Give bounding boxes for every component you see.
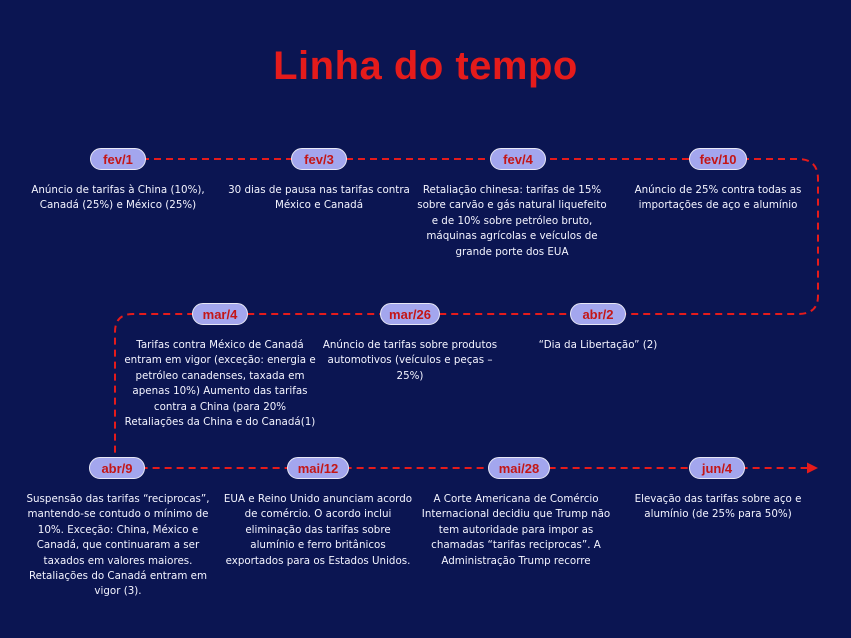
event-text-mar-26: Anúncio de tarifas sobre produtos automotivos (veículos e peças – 25%) (322, 339, 498, 382)
date-pill-fev-1: fev/1 (90, 148, 146, 170)
date-pill-abr-9: abr/9 (89, 457, 145, 479)
page-title: Linha do tempo (273, 44, 578, 88)
event-text-mai-28: A Corte Americana de Comércio Internacional decidiu que Trump não tem autoridade para impor as chamadas “tarifas reciprocas”. A Administração Trump recorre (421, 493, 611, 567)
event-text-fev-4: Retaliação chinesa: tarifas de 15% sobre carvão e gás natural liquefeito e de 10% sobre petróleo bruto, máquinas agrícolas e veículos de grande porte dos EUA (417, 184, 607, 258)
event-text-abr-9: Suspensão das tarifas “reciprocas”, mantendo-se contudo o mínimo de 10%. Exceção: China, México e Canadá, que continuaram a ser taxados em valores maiores. Retaliações do Canadá entram em vigor (3). (26, 493, 210, 598)
event-text-jun-4: Elevação das tarifas sobre aço e alumínio (de 25% para 50%) (634, 493, 802, 521)
date-pill-mai-28: mai/28 (488, 457, 550, 479)
date-pill-fev-4: fev/4 (490, 148, 546, 170)
date-pill-mar-26: mar/26 (380, 303, 440, 325)
event-text-mai-12: EUA e Reino Unido anunciam acordo de comércio. O acordo inclui eliminação das tarifas sobre alumínio e ferro britânicos exportados para os Estados Unidos. (223, 493, 413, 567)
date-pill-jun-4: jun/4 (689, 457, 745, 479)
event-text-fev-1: Anúncio de tarifas à China (10%), Canadá (25%) e México (25%) (31, 184, 205, 212)
event-text-mar-4: Tarifas contra México de Canadá entram em vigor (exceção: energia e petróleo canadenses, taxada em apenas 10%) Aumento das tarifas contra a China (para 20% Retaliações da China e do Canadá(1) (124, 339, 316, 429)
date-pill-fev-3: fev/3 (291, 148, 347, 170)
event-text-abr-2: “Dia da Libertação” (2) (538, 339, 658, 351)
date-pill-abr-2: abr/2 (570, 303, 626, 325)
event-text-fev-10: Anúncio de 25% contra todas as importações de aço e alumínio (634, 184, 802, 212)
date-pill-mai-12: mai/12 (287, 457, 349, 479)
arrow-head-icon (807, 463, 818, 474)
date-pill-fev-10: fev/10 (689, 148, 747, 170)
event-text-fev-3: 30 dias de pausa nas tarifas contra México e Canadá (228, 184, 410, 212)
date-pill-mar-4: mar/4 (192, 303, 248, 325)
